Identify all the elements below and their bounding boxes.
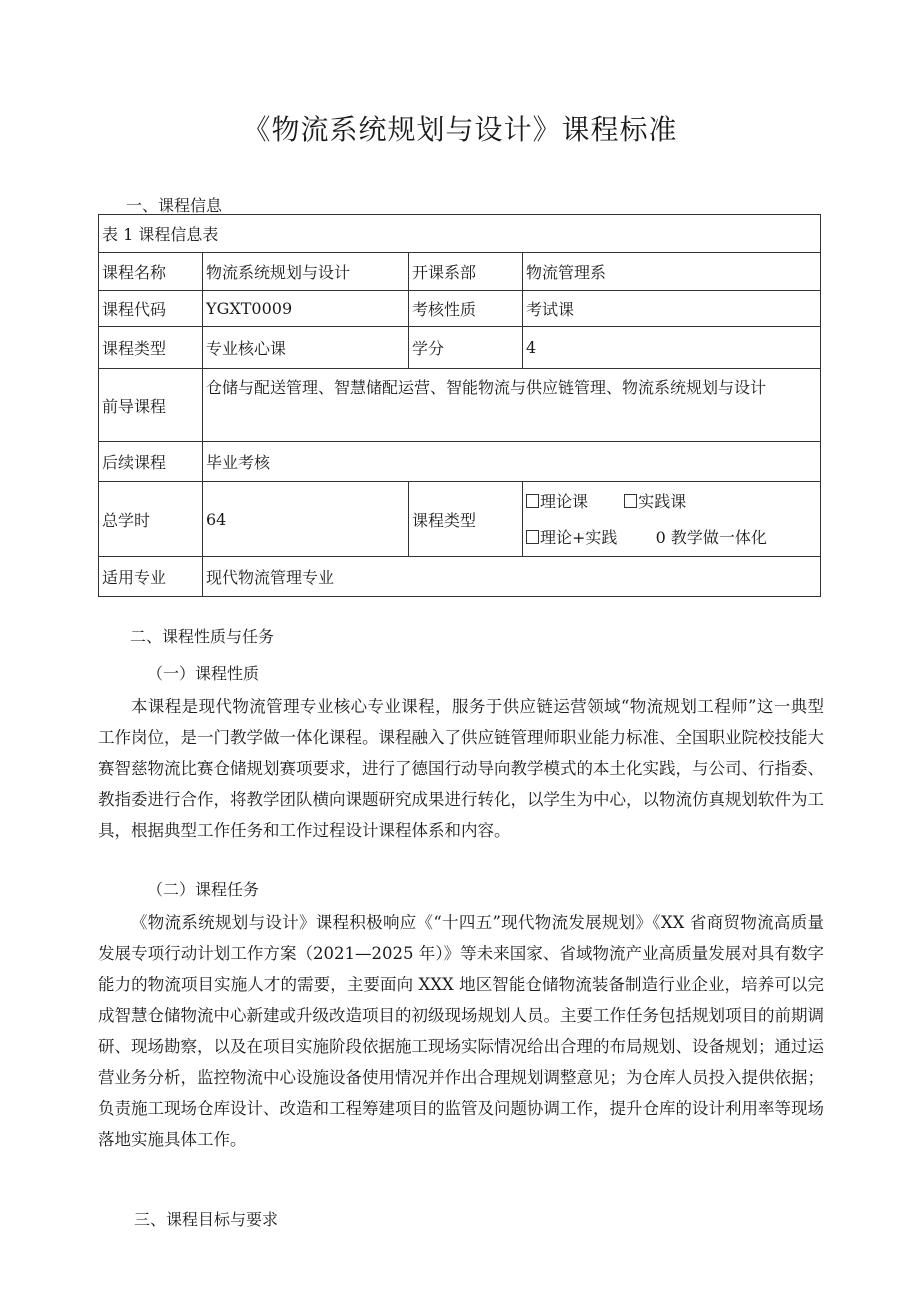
option-theory-label: 理论课 — [540, 492, 589, 511]
prerequisite-label: 前导课程 — [99, 369, 203, 442]
course-type-options — [523, 482, 821, 557]
table-row — [99, 442, 821, 482]
course-code-label: 课程代码 — [99, 291, 203, 327]
followup-value: 毕业考核 — [203, 442, 821, 482]
course-name-label: 课程名称 — [99, 253, 203, 291]
followup-label: 后续课程 — [99, 442, 203, 482]
department-label: 开课系部 — [409, 253, 523, 291]
total-hours-label: 总学时 — [99, 482, 203, 557]
course-type-label: 课程类型 — [99, 327, 203, 369]
section-heading-objectives: 三、课程目标与要求 — [134, 1210, 279, 1229]
paragraph-course-nature: 本课程是现代物流管理专业核心专业课程，服务于供应链运营领域“物流规划工程师”这一典型工作岗位，是一门教学做一体化课程。课程融入了供应链管理师职业能力标准、全国职业院校技能大赛智慈物流比赛仓储规划赛项要求，进行了德国行动导向教学模式的本土化实践，与公司、行指委、教指委进行合作，将教学团队横向课题研究成果进行转化，以学生为中心，以物流仿真规划软件为工具，根据典型工作任务和工作过程设计课程体系和内容。 — [98, 697, 824, 840]
credit-label: 学分 — [409, 327, 523, 369]
table-row — [99, 482, 821, 557]
table-row — [99, 253, 821, 291]
credit-value: 4 — [523, 327, 821, 369]
table-row — [99, 291, 821, 327]
subheading-course-tasks: （二）课程任务 — [147, 880, 260, 899]
course-type-2-label: 课程类型 — [409, 482, 523, 557]
table-row — [99, 557, 821, 597]
major-value: 现代物流管理专业 — [203, 557, 821, 597]
total-hours-value: 64 — [203, 482, 409, 557]
subheading-course-nature: （一）课程性质 — [147, 664, 260, 683]
course-info-table — [98, 214, 821, 597]
option-practice-label: 实践课 — [638, 492, 687, 511]
exam-type-label: 考核性质 — [409, 291, 523, 327]
checkbox-mixed[interactable] — [526, 530, 539, 544]
paragraph-course-tasks: 《物流系统规划与设计》课程积极响应《“十四五”现代物流发展规划》《XX 省商贸物流高质量发展专项行动计划工作方案（2021—2025 年）》等未来国家、省域物流产业高质量发展对具有数字能力的物流项目实施人才的需要，主要面向 XXX 地区智能仓储物流装备制造行业企业，培养可以完成智慧仓储物流中心新建或升级改造项目的初级现场规划人员。主要工作任务包括规划项目的前期调研、现场勘察，以及在项目实施阶段依据施工现场实际情况给出合理的布局规划、设备规划；通过运营业务分析，监控物流中心设施设备使用情况并作出合理规划调整意见；为仓库人员投入提供依据；负责施工现场仓库设计、改造和工程筹建项目的监管及问题协调工作，提升仓库的设计利用率等现场落地实施具体工作。 — [98, 913, 824, 1149]
table-caption: 表 1 课程信息表 — [99, 215, 821, 253]
table-row — [99, 369, 821, 442]
course-name-value: 物流系统规划与设计 — [203, 253, 409, 291]
prerequisite-value: 仓储与配送管理、智慧储配运营、智能物流与供应链管理、物流系统规划与设计 — [203, 369, 821, 442]
option-integrated-label: 0 教学做一体化 — [655, 528, 767, 547]
section-heading-nature-tasks: 二、课程性质与任务 — [130, 627, 275, 646]
checkbox-practice[interactable] — [624, 494, 637, 508]
major-label: 适用专业 — [99, 557, 203, 597]
exam-type-value: 考试课 — [523, 291, 821, 327]
table-row — [99, 327, 821, 369]
table-caption-row — [99, 215, 821, 253]
checkbox-theory[interactable] — [526, 494, 539, 508]
option-mixed-label: 理论+实践 — [540, 528, 618, 547]
page-title: 《物流系统规划与设计》课程标准 — [242, 113, 678, 146]
section-heading-course-info: 一、课程信息 — [126, 196, 223, 215]
course-type-value: 专业核心课 — [203, 327, 409, 369]
course-code-value: YGXT0009 — [203, 291, 409, 327]
department-value: 物流管理系 — [523, 253, 821, 291]
